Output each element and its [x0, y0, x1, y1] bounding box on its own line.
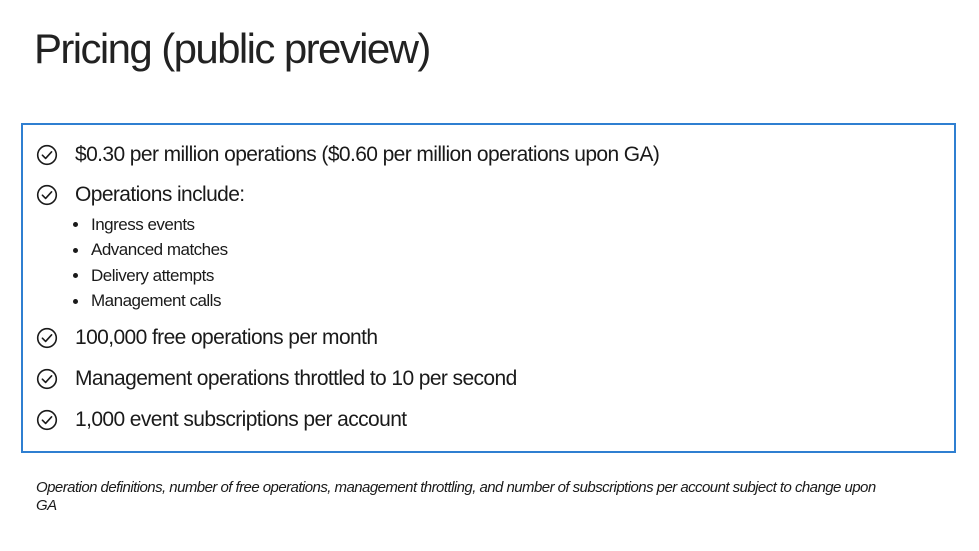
operations-list-item	[73, 263, 228, 289]
operations-list	[73, 212, 228, 314]
footnote: Operation definitions, number of free operations, management throttling, and number of subscriptions per account subject to change upon GA	[36, 479, 876, 514]
pricing-item	[36, 323, 377, 353]
check-circle-icon	[36, 409, 58, 431]
operations-list-label: Delivery attempts	[91, 265, 214, 285]
operations-list-item	[73, 212, 228, 238]
operations-list-item	[73, 289, 228, 315]
pricing-item-label: 1,000 event subscriptions per account	[75, 408, 407, 431]
operations-list-label: Ingress events	[91, 214, 195, 234]
bullet-icon	[73, 222, 78, 227]
bullet-icon	[73, 299, 78, 304]
pricing-item-label: 100,000 free operations per month	[75, 326, 378, 349]
pricing-item	[36, 180, 245, 210]
check-circle-icon	[36, 184, 58, 206]
check-circle-icon	[36, 368, 58, 390]
check-circle-icon	[36, 144, 58, 166]
bullet-icon	[73, 248, 78, 253]
pricing-item	[36, 140, 659, 170]
operations-list-label: Advanced matches	[91, 240, 228, 260]
pricing-item-label: Management operations throttled to 10 per second	[75, 367, 517, 390]
operations-list-item	[73, 238, 228, 264]
operations-list-label: Management calls	[91, 291, 221, 311]
bullet-icon	[73, 273, 78, 278]
check-circle-icon	[36, 327, 58, 349]
pricing-item-label: $0.30 per million operations ($0.60 per million operations upon GA)	[75, 143, 660, 166]
pricing-item	[36, 364, 517, 394]
pricing-item	[36, 405, 407, 435]
page-title: Pricing (public preview)	[34, 25, 430, 72]
pricing-item-label: Operations include:	[75, 183, 245, 206]
